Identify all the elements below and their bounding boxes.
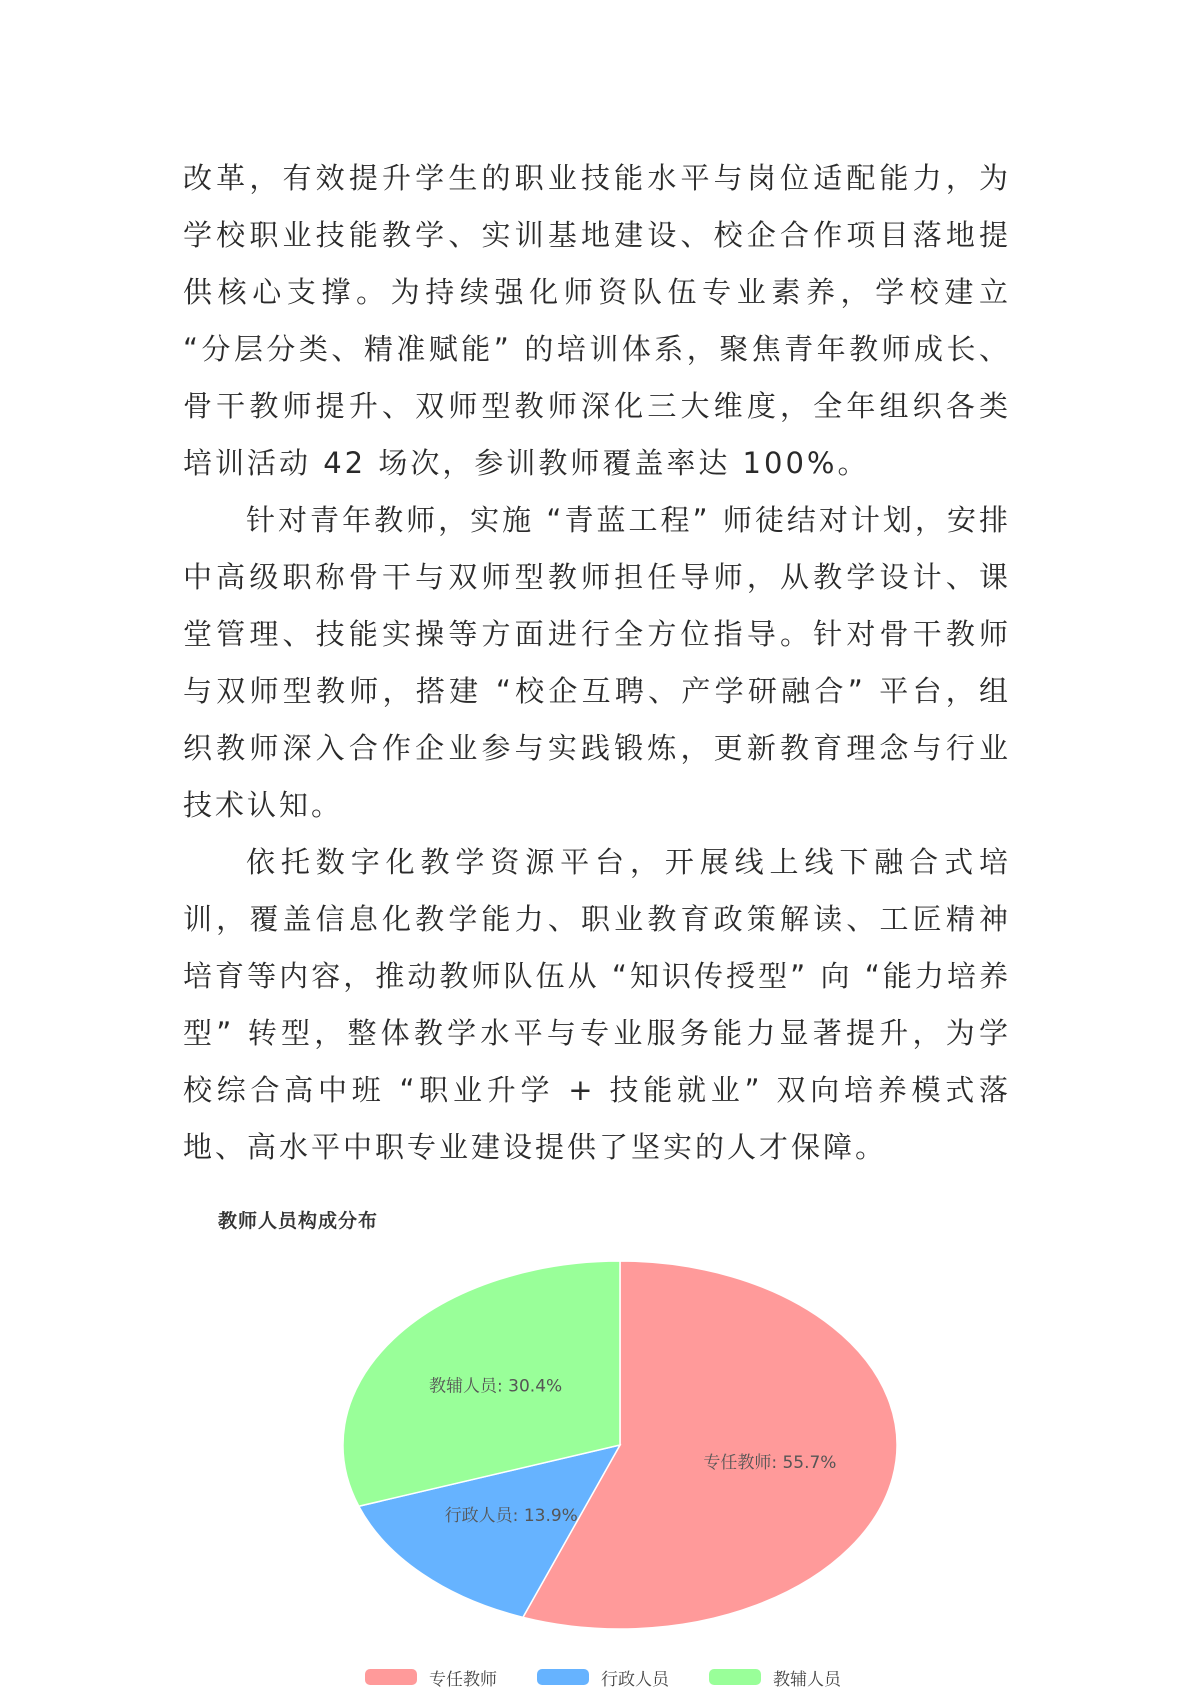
chart-legend (365, 1667, 881, 1690)
chart-title: 教师人员构成分布 (218, 1210, 379, 1232)
paragraph: 依托数字化教学资源平台，开展线上线下融合式培训，覆盖信息化教学能力、职业教育政策解读、工匠精神培育等内容，推动教师队伍从 “知识传授型” 向 “能力培养型” 转型，整体教学水平与专业服务能力显著提升，为学校综合高中班 “职业升学 + 技能就业” 双向培养模式落地、高水平中职专业建设提供了坚实的人才保障。 (183, 845, 1011, 1164)
slice-label: 专任教师: 55.7% (703, 1453, 837, 1474)
legend-item (709, 1665, 841, 1690)
slice-label: 教辅人员: 30.4% (429, 1376, 563, 1397)
legend-label: 行政人员 (601, 1669, 669, 1690)
legend-item (365, 1665, 497, 1690)
paragraph: 改革，有效提升学生的职业技能水平与岗位适配能力，为学校职业技能教学、实训基地建设、校企合作项目落地提供核心支撑。为持续强化师资队伍专业素养，学校建立 “分层分类、精准赋能” 的培训体系，聚焦青年教师成长、骨干教师提升、双师型教师深化三大维度，全年组织各类培训活动 42 场次，参训教师覆盖率达 100%。 (183, 161, 1011, 480)
legend-label: 教辅人员 (773, 1669, 841, 1690)
legend-item (537, 1665, 669, 1690)
legend-label: 专任教师 (429, 1669, 497, 1690)
slice-label: 行政人员: 13.9% (444, 1505, 578, 1526)
paragraph: 针对青年教师，实施 “青蓝工程” 师徒结对计划，安排中高级职称骨干与双师型教师担任导师，从教学设计、课堂管理、技能实操等方面进行全方位指导。针对骨干教师与双师型教师，搭建 “校企互聘、产学研融合” 平台，组织教师深入合作企业参与实践锻炼，更新教育理念与行业技术认知。 (183, 503, 1011, 822)
